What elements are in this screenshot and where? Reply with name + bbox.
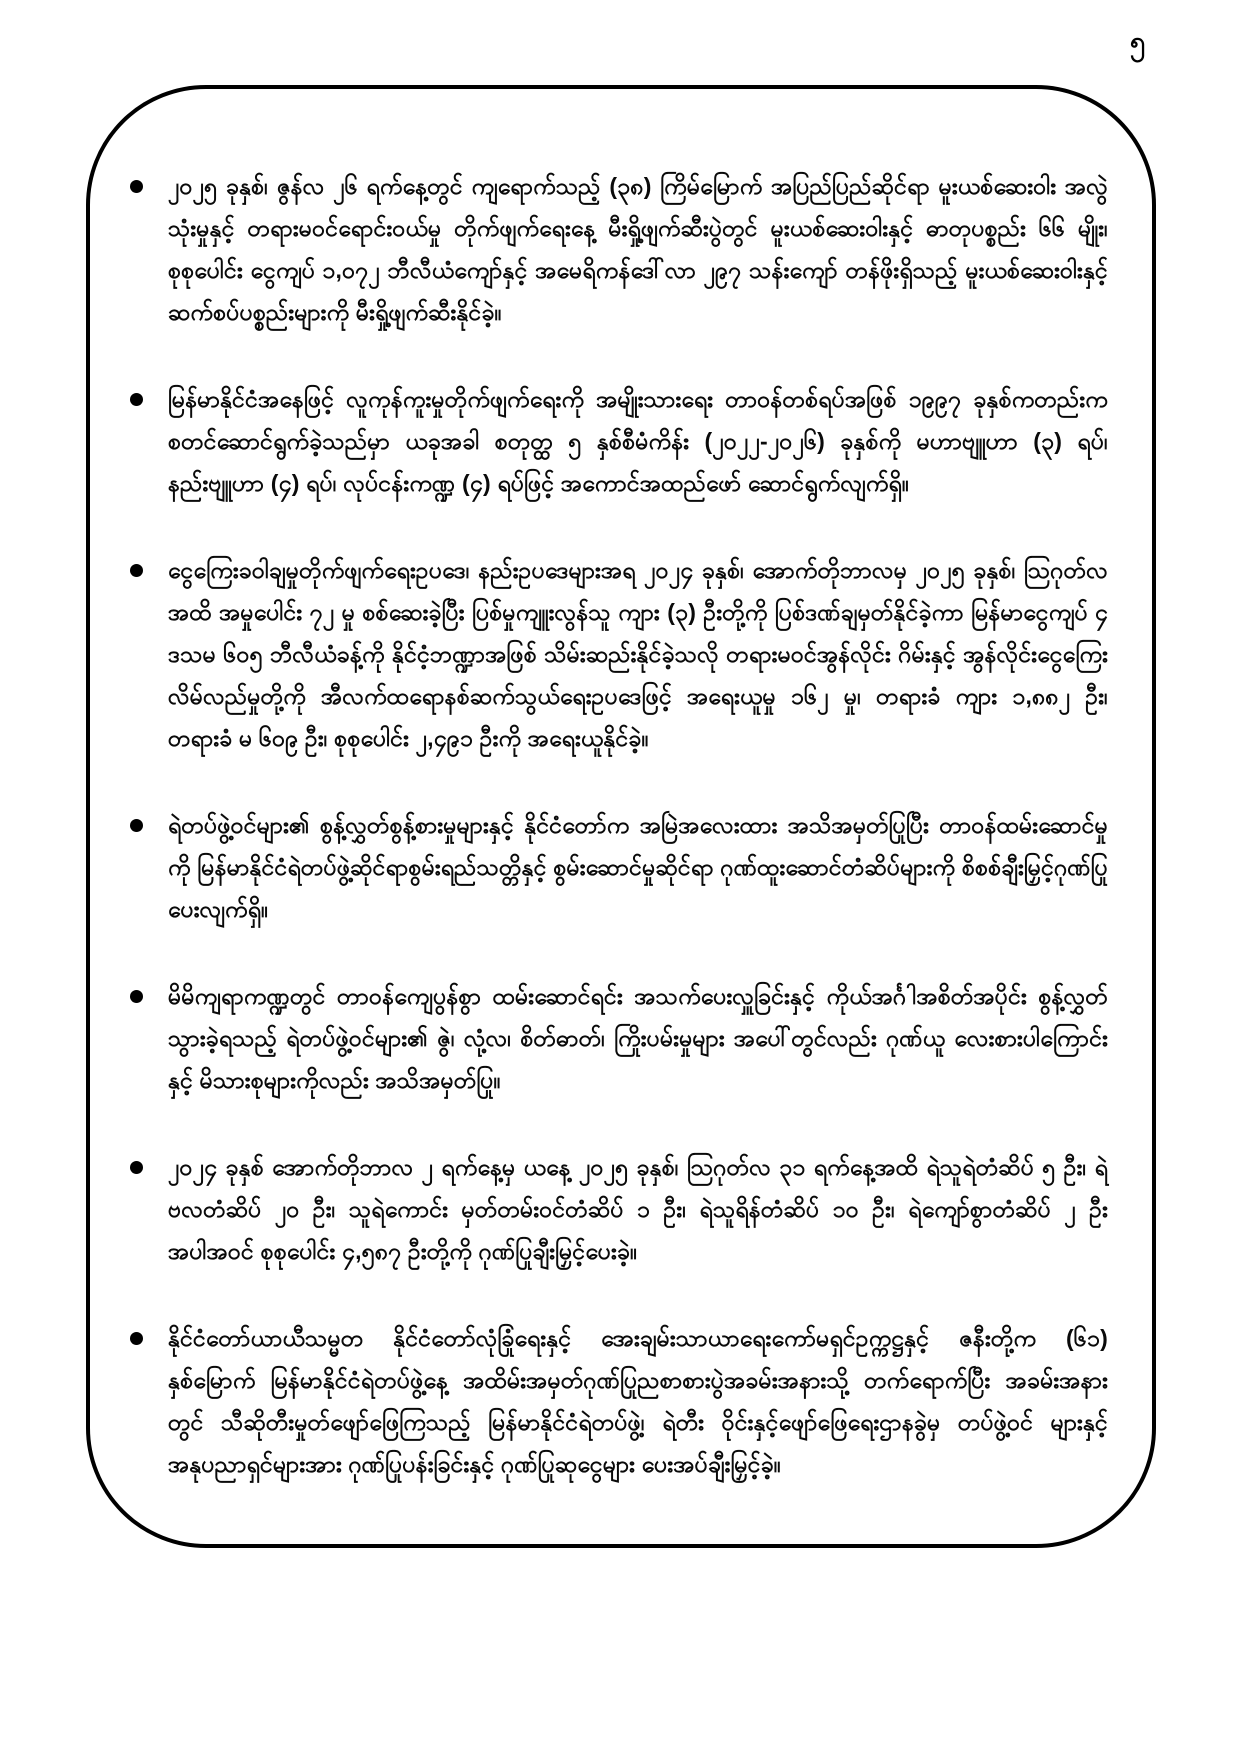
bullet-icon <box>130 1332 143 1345</box>
list-item-text: ၂၀၂၄ ခုနှစ် အောက်တိုဘာလ ၂ ရက်နေ့မှ ယနေ့ ၂၀၂၅ ခုနှစ်၊ ဩဂုတ်လ ၃၁ ရက်နေ့အထိ ရဲသူရဲတံဆိပ် ၅ ဦး၊ ရဲဗလတံဆိပ် ၂၀ ဦး၊ သူရဲကောင်း မှတ်တမ်းဝင်တံဆိပ် ၁ ဦး၊ ရဲသူရိန်တံဆိပ် ၁၀ ဦး၊ ရဲကျော်စွာတံဆိပ် ၂ ဦး အပါအဝင် စုစုပေါင်း ၄,၅၈၇ ဦးတို့ကို ဂုဏ်ပြုချီးမြှင့်ပေးခဲ့။ <box>168 1154 1108 1264</box>
page-number: ၅ <box>1129 26 1145 56</box>
list-item-text: နိုင်ငံတော်ယာယီသမ္မတ နိုင်ငံတော်လုံခြုံရေးနှင့် အေးချမ်းသာယာရေးကော်မရှင်ဥက္ကဋ္ဌနှင့် ဇနီးတို့က (၆၁) နှစ်မြောက် မြန်မာနိုင်ငံရဲတပ်ဖွဲ့နေ့ အထိမ်းအမှတ်ဂုဏ်ပြုညစာစားပွဲအခမ်းအနားသို့ တက်ရောက်ပြီး အခမ်းအနားတွင် သီဆိုတီးမှုတ်ဖျော်ဖြေကြသည့် မြန်မာနိုင်ငံရဲတပ်ဖွဲ့၊ ရဲတီး ဝိုင်းနှင့်ဖျော်ဖြေရေးဌာနခွဲမှ တပ်ဖွဲ့ဝင် များနှင့် အနုပညာရှင်များအား ဂုဏ်ပြုပန်းခြင်းနှင့် ဂုဏ်ပြုဆုငွေများ ပေးအပ်ချီးမြှင့်ခဲ့။ <box>168 1325 1108 1477</box>
bullet-icon <box>130 990 143 1003</box>
bullet-icon <box>130 564 143 577</box>
list-item <box>130 1146 1108 1272</box>
bullet-list <box>130 165 1108 1485</box>
list-item <box>130 975 1108 1101</box>
bullet-icon <box>130 819 143 832</box>
list-item-text: မိမိကျရာကဏ္ဍတွင် တာဝန်ကျေပွန်စွာ ထမ်းဆောင်ရင်း အသက်ပေးလှူခြင်းနှင့် ကိုယ်အင်္ဂါအစိတ်အပိုင်း စွန့်လွှတ်သွားခဲ့ရသည့် ရဲတပ်ဖွဲ့ဝင်များ၏ ဇွဲ၊ လုံ့လ၊ စိတ်ဓာတ်၊ ကြိုးပမ်းမှုများ အပေါ်တွင်လည်း ဂုဏ်ယူ လေးစားပါကြောင်းနှင့် မိသားစုများကိုလည်း အသိအမှတ်ပြု။ <box>168 983 1108 1093</box>
list-item-text: မြန်မာနိုင်ငံအနေဖြင့် လူကုန်ကူးမှုတိုက်ဖျက်ရေးကို အမျိုးသားရေး တာဝန်တစ်ရပ်အဖြစ် ၁၉၉၇ ခုနှစ်ကတည်းက စတင်ဆောင်ရွက်ခဲ့သည်မှာ ယခုအခါ စတုတ္ထ ၅ နှစ်စီမံကိန်း (၂၀၂၂-၂၀၂၆) ခုနှစ်ကို မဟာဗျူဟာ (၃) ရပ်၊ နည်းဗျူဟာ (၄) ရပ်၊ လုပ်ငန်းကဏ္ဍ (၄) ရပ်ဖြင့် အကောင်အထည်ဖော် ဆောင်ရွက်လျက်ရှိ။ <box>168 386 1108 496</box>
list-item <box>130 549 1108 759</box>
bullet-icon <box>130 393 143 406</box>
list-item-text: ၂၀၂၅ ခုနှစ်၊ ဇွန်လ ၂၆ ရက်နေ့တွင် ကျရောက်သည့် (၃၈) ကြိမ်မြောက် အပြည်ပြည်ဆိုင်ရာ မူးယစ်ဆေးဝါး အလွဲသုံးမှုနှင့် တရားမဝင်ရောင်းဝယ်မှု တိုက်ဖျက်ရေးနေ့ မီးရှို့ဖျက်ဆီးပွဲတွင် မူးယစ်ဆေးဝါးနှင့် ဓာတုပစ္စည်း ၆၆ မျိုး၊ စုစုပေါင်း ငွေကျပ် ၁,၀၇၂ ဘီလီယံကျော်နှင့် အမေရိကန်ဒေါ်လာ ၂၉၇ သန်းကျော် တန်ဖိုးရှိသည့် မူးယစ်ဆေးဝါးနှင့် ဆက်စပ်ပစ္စည်းများကို မီးရှို့ဖျက်ဆီးနိုင်ခဲ့။ <box>168 173 1108 325</box>
list-item <box>130 1317 1108 1485</box>
list-item <box>130 165 1108 333</box>
bullet-icon <box>130 1161 143 1174</box>
list-item <box>130 804 1108 930</box>
bullet-icon <box>130 180 143 193</box>
content-border-box <box>86 85 1156 1548</box>
list-item <box>130 378 1108 504</box>
list-item-text: ရဲတပ်ဖွဲ့ဝင်များ၏ စွန့်လွှတ်စွန့်စားမှုများနှင့် နိုင်ငံတော်က အမြဲအလေးထား အသိအမှတ်ပြုပြီး တာဝန်ထမ်းဆောင်မှုကို မြန်မာနိုင်ငံရဲတပ်ဖွဲ့ဆိုင်ရာစွမ်းရည်သတ္တိနှင့် စွမ်းဆောင်မှုဆိုင်ရာ ဂုဏ်ထူးဆောင်တံဆိပ်များကို စိစစ်ချီးမြှင့်ဂုဏ်ပြုပေးလျက်ရှိ။ <box>168 812 1108 922</box>
list-item-text: ငွေကြေးခဝါချမှုတိုက်ဖျက်ရေးဥပဒေ၊ နည်းဥပဒေများအရ ၂၀၂၄ ခုနှစ်၊ အောက်တိုဘာလမှ ၂၀၂၅ ခုနှစ်၊ ဩဂုတ်လအထိ အမှုပေါင်း ၇၂ မှု စစ်ဆေးခဲ့ပြီး ပြစ်မှုကျူးလွန်သူ ကျား (၃) ဦးတို့ကို ပြစ်ဒဏ်ချမှတ်နိုင်ခဲ့ကာ မြန်မာငွေကျပ် ၄ ဒသမ ၆၀၅ ဘီလီယံခန့်ကို နိုင်ငံ့ဘဏ္ဍာအဖြစ် သိမ်းဆည်းနိုင်ခဲ့သလို တရားမဝင်အွန်လိုင်း ဂိမ်းနှင့် အွန်လိုင်းငွေကြေးလိမ်လည်မှုတို့ကို အီလက်ထရောနစ်ဆက်သွယ်ရေးဥပဒေဖြင့် အရေးယူမှု ၁၆၂ မှု၊ တရားခံ ကျား ၁,၈၈၂ ဦး၊ တရားခံ မ ၆၀၉ ဦး၊ စုစုပေါင်း ၂,၄၉၁ ဦးကို အရေးယူနိုင်ခဲ့။ <box>168 557 1108 751</box>
